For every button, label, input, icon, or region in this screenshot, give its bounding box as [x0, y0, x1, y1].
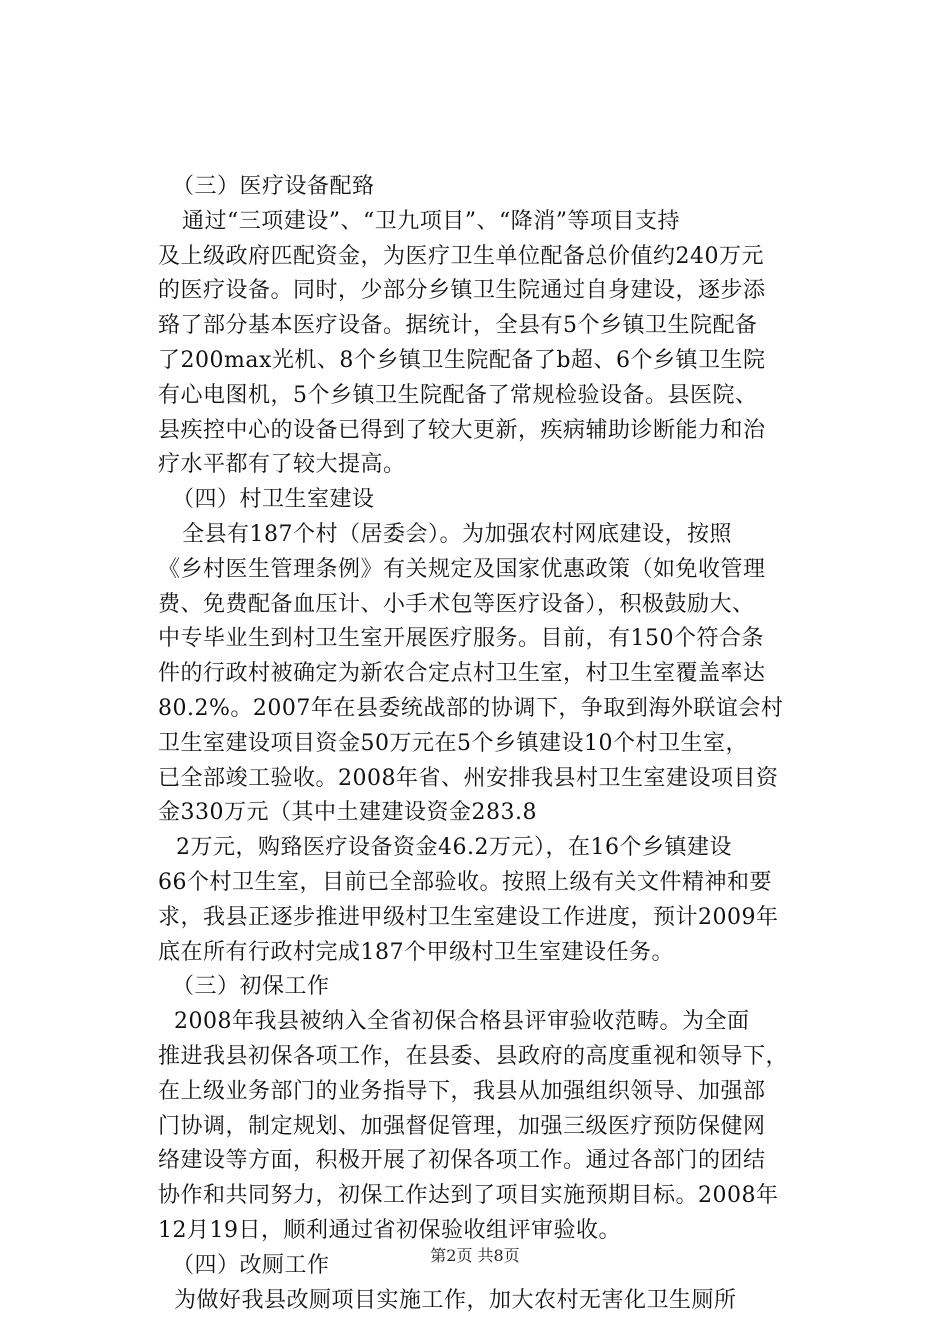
paragraph-line: 门协调，制定规划、加强督促管理，加强三级医疗预防保健网: [158, 1113, 766, 1139]
section-heading: （四）村卫生室建设: [172, 487, 375, 513]
paragraph-line: 2008年我县被纳入全省初保合格县评审验收范畴。为全面: [174, 1009, 750, 1035]
paragraph-line: 通过“三项建设”、“卫九项目”、“降消”等项目支持: [182, 208, 680, 234]
page-footer: 第2页 共8页: [430, 1246, 520, 1265]
paragraph-line: 络建设等方面，积极开展了初保各项工作。通过各部门的团结: [158, 1148, 766, 1174]
section-heading: （三）医疗设备配臵: [172, 174, 375, 199]
paragraph-line: 《乡村医生管理条例》有关规定及国家优惠政策（如免收管理: [158, 556, 766, 582]
paragraph-line: 协作和共同努力，初保工作达到了项目实施预期目标。2008年: [158, 1183, 779, 1209]
document-body: [158, 170, 834, 1318]
section-heading: （三）初保工作: [172, 974, 330, 1000]
paragraph-line: 求，我县正逐步推进甲级村卫生室建设工作进度，预计2009年: [158, 904, 779, 930]
paragraph-line: 的医疗设备。同时，少部分乡镇卫生院通过自身建设，逐步添: [158, 278, 766, 304]
paragraph-line: 臵了部分基本医疗设备。据统计，全县有5个乡镇卫生院配备: [158, 313, 758, 339]
paragraph-line: 全县有187个村（居委会）。为加强农村网底建设，按照: [182, 521, 732, 547]
paragraph-line: 费、免费配备血压计、小手术包等医疗设备），积极鼓励大、: [158, 591, 755, 617]
paragraph-line: 中专毕业生到村卫生室开展医疗服务。目前，有150个符合条: [158, 626, 764, 652]
paragraph-line: 已全部竣工验收。2008年省、州安排我县村卫生室建设项目资: [158, 765, 779, 791]
paragraph-line: 66个村卫生室，目前已全部验收。按照上级有关文件精神和要: [158, 869, 772, 895]
paragraph-line: 2万元，购臵医疗设备资金46.2万元），在16个乡镇建设: [176, 835, 732, 861]
paragraph-line: 件的行政村被确定为新农合定点村卫生室，村卫生室覆盖率达: [158, 661, 766, 687]
paragraph-line: 县疾控中心的设备已得到了较大更新，疾病辅助诊断能力和治: [158, 417, 766, 443]
paragraph-line: 金330万元（其中土建建设资金283.8: [158, 800, 537, 826]
paragraph-line: 卫生室建设项目资金50万元在5个乡镇建设10个村卫生室，: [158, 730, 748, 756]
paragraph-line: 了200max光机、8个乡镇卫生院配备了b超、6个乡镇卫生院: [158, 347, 766, 373]
paragraph-line: 疗水平都有了较大提高。: [158, 452, 406, 478]
paragraph-line: 在上级业务部门的业务指导下，我县从加强组织领导、加强部: [158, 1078, 766, 1104]
paragraph-line: 有心电图机，5个乡镇卫生院配备了常规检验设备。县医院、: [158, 382, 758, 408]
paragraph-line: 80.2%。2007年在县委统战部的协调下，争取到海外联谊会村: [158, 695, 784, 721]
paragraph-line: 推进我县初保各项工作，在县委、县政府的高度重视和领导下，: [158, 1043, 789, 1069]
paragraph-line: 为做好我县改厕项目实施工作，加大农村无害化卫生厕所: [174, 1287, 737, 1313]
paragraph-line: 及上级政府匹配资金，为医疗卫生单位配备总价值约240万元: [158, 243, 764, 269]
paragraph-line: 12月19日，顺利通过省初保验收组评审验收。: [158, 1217, 621, 1243]
paragraph-line: 底在所有行政村完成187个甲级村卫生室建设任务。: [158, 939, 674, 965]
section-heading: （四）改厕工作: [172, 1252, 330, 1278]
